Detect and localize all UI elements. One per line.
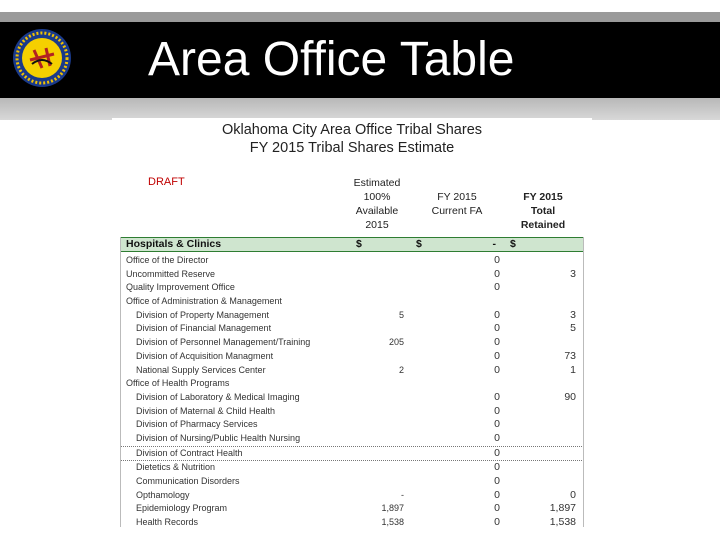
table-row [120,461,584,475]
row-current-fa-value: 0 [494,322,500,335]
row-estimated-value: - [401,489,404,500]
col1-line: Estimated [353,177,401,189]
table-row [120,446,584,462]
section-label: Hospitals & Clinics [126,238,222,250]
row-total-retained-value: 90 [564,390,576,403]
row-current-fa-value: 0 [494,363,500,376]
col3-line: Retained [520,219,566,231]
row-total-retained-value: 1,897 [549,502,576,515]
row-label: Opthamology [136,489,190,500]
row-total-retained-value: 73 [564,349,576,362]
section-v2: $ - [416,238,496,250]
row-label: National Supply Services Center [136,364,266,375]
row-current-fa-value: 0 [494,418,500,431]
row-current-fa-value: 0 [494,267,500,280]
row-current-fa-value: 0 [494,461,500,474]
row-label: Division of Laboratory & Medical Imaging [136,391,300,402]
row-current-fa-value: 0 [494,488,500,501]
table-row [120,502,584,516]
row-current-fa-value: 0 [494,431,500,444]
table-row [120,350,584,364]
row-label: Division of Personnel Management/Training [136,337,311,348]
document-subheading: FY 2015 Tribal Shares Estimate [249,140,455,156]
row-label: Quality Improvement Office [126,282,235,293]
row-label: Epidemiology Program [136,503,228,514]
row-total-retained-value: 3 [570,267,576,280]
row-current-fa-value: 0 [494,336,500,349]
table-row [120,295,584,309]
row-label: Communication Disorders [136,476,240,486]
row-label: Office of the Director [126,255,209,265]
column-header-current-fa [412,190,502,218]
table-row [120,364,584,378]
table-row [120,377,584,391]
row-estimated-value: 5 [398,309,404,320]
row-total-retained-value: 0 [570,488,576,501]
column-header-total-retained [498,190,588,232]
slide-title: Area Office Table [148,33,515,86]
table-row [120,391,584,405]
table-right-border [583,237,584,527]
row-estimated-value: 1,538 [381,517,404,528]
row-label: Dietetics & Nutrition [136,462,216,473]
row-label: Division of Maternal & Child Health [136,405,276,416]
row-label: Office of Administration & Management [126,296,282,307]
row-label: Division of Contract Health [136,447,243,458]
row-current-fa-value: 0 [494,404,500,417]
row-current-fa-value: 0 [494,516,500,529]
table-left-border [120,237,121,527]
col1-line: Available [355,205,399,217]
table-row [120,418,584,432]
table-row [120,405,584,419]
table-row [120,322,584,336]
row-label: Office of Health Programs [126,378,230,389]
row-label: Division of Financial Management [136,323,272,334]
table-row [120,336,584,350]
section-row-hospitals-clinics [120,237,584,252]
row-estimated-value: 2 [398,364,404,375]
col1-line: 100% [363,191,391,203]
row-label: Division of Property Management [136,309,270,320]
table-row [120,516,584,530]
draft-label: DRAFT [148,176,185,188]
table-row [120,281,584,295]
row-label: Division of Acquisition Managment [136,350,274,361]
row-current-fa-value: 0 [494,349,500,362]
row-label: Health Records [136,517,199,528]
row-current-fa-value: 0 [494,502,500,515]
table-row [120,475,584,489]
table-row [120,309,584,323]
row-total-retained-value: 1,538 [549,516,576,529]
row-label: Uncommitted Reserve [126,268,216,279]
table-body [120,254,584,530]
row-total-retained-value: 3 [570,308,576,321]
tribal-shares-table-image [112,118,592,528]
row-label: Division of Pharmacy Services [136,419,258,430]
row-current-fa-value: 0 [494,446,500,459]
row-current-fa-value: 0 [494,390,500,403]
table-row [120,432,584,446]
ihs-seal-icon [12,28,72,88]
section-v3: $ [510,238,516,250]
row-estimated-value: 1,897 [381,503,404,514]
row-label: Division of Nursing/Public Health Nursing [136,432,301,443]
table-row [120,254,584,268]
col3-line: Total [530,205,556,217]
table-row [120,489,584,503]
table-row [120,268,584,282]
row-current-fa-value: 0 [494,254,500,266]
row-current-fa-value: 0 [494,308,500,321]
row-current-fa-value: 0 [494,475,500,487]
col1-line: 2015 [365,219,389,231]
col3-line: FY 2015 [523,191,563,203]
col2-line: FY 2015 [437,191,477,203]
top-stripe [0,12,720,22]
row-total-retained-value: 1 [570,363,576,376]
column-header-estimated [332,176,422,232]
section-v1: $ [356,238,362,250]
title-bar-underline [0,98,720,120]
row-current-fa-value: 0 [494,281,500,294]
document-heading: Oklahoma City Area Office Tribal Shares [221,122,483,138]
col2-line: Current FA [431,205,483,217]
row-estimated-value: 205 [388,337,404,348]
row-total-retained-value: 5 [570,322,576,335]
